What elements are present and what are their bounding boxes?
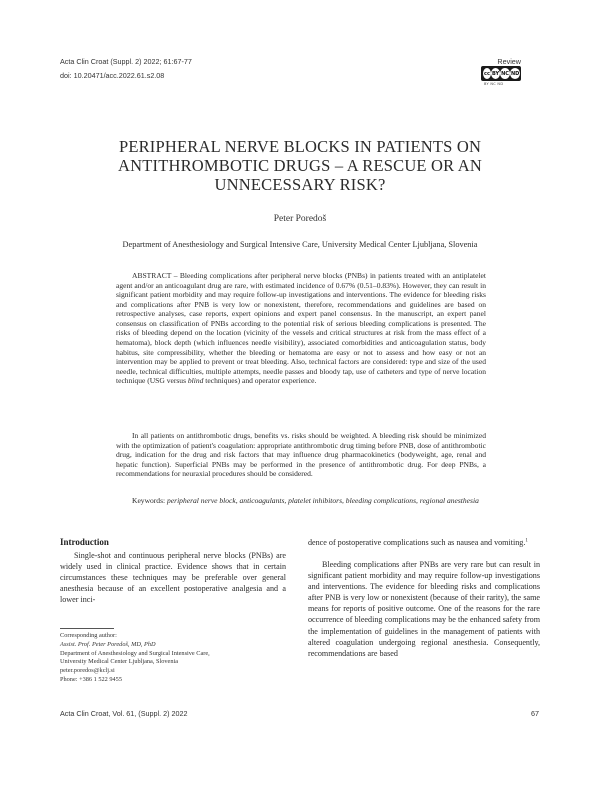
footnote-author: Assist. Prof. Peter Poredoš, MD, PhD xyxy=(60,640,156,648)
footnote-institution: University Medical Center Ljubljana, Slovenia xyxy=(60,658,179,666)
keywords-list: peripheral nerve block, anticoagulants, platelet inhibitors, bleeding complications, regional anesthesia xyxy=(167,496,479,505)
reference-link[interactable]: 1 xyxy=(525,538,528,544)
title-line: ANTITHROMBOTIC DRUGS – A RESCUE OR AN xyxy=(117,156,483,175)
author-name: Peter Poredoš xyxy=(273,214,327,224)
cc-license-badge[interactable] xyxy=(481,66,521,81)
corresponding-author-footnote xyxy=(60,632,286,685)
nd-icon: ND xyxy=(510,68,520,79)
footnote-divider xyxy=(60,628,114,629)
cc-icon: cc xyxy=(483,68,491,79)
keywords-label: Keywords: xyxy=(132,496,166,505)
nc-icon: NC xyxy=(500,68,510,79)
section-heading-introduction: Introduction xyxy=(60,537,109,547)
cc-license-caption: BY NC ND xyxy=(484,82,504,86)
footnote-label: Corresponding author: xyxy=(60,632,117,639)
right-column-paragraph-2: Bleeding complications after PNBs are very rare but can result in significant patient morbidity and may require follow-up investigations and interventions. The evidence for bleeding risks and complications after PNB is very low or nonexistent (because of their rarity), the same means for reports of positive outcome. One of the reasons for the rare occurrence of bleeding complications may be the enhanced safety from the implementation of guidelines in the management of patients with altered coagulation undergoing regional anesthesia. Consequently, recommendations are based xyxy=(308,560,540,658)
by-icon: BY xyxy=(491,68,500,79)
journal-citation: Acta Clin Croat (Suppl. 2) 2022; 61:67-77 xyxy=(60,57,192,66)
article-title xyxy=(95,137,505,194)
right-column-paragraph-1: dence of postoperative complications such as nausea and vomiting.$^1$ xyxy=(308,538,528,547)
footer-citation: Acta Clin Croat, Vol. 61, (Suppl. 2) 2022 xyxy=(60,709,188,718)
footnote-email[interactable]: peter.poredos@kclj.si xyxy=(60,667,115,675)
keywords xyxy=(116,496,486,506)
title-line: PERIPHERAL NERVE BLOCKS IN PATIENTS ON xyxy=(118,137,482,156)
footnote-dept: Department of Anesthesiology and Surgical Intensive Care, xyxy=(60,649,210,657)
intro-paragraph: Single-shot and continuous peripheral nerve blocks (PNBs) are widely used in clinical practice. Evidence shows that in certain circumstances these techniques may be preferable over general anesthesia because of an excellent postoperative analgesia and a lower inci- xyxy=(60,551,286,605)
article-type-label: Review xyxy=(497,57,521,66)
title-line: UNNECESSARY RISK? xyxy=(214,175,386,194)
abstract-paragraph-1: ABSTRACT – Bleeding complications after peripheral nerve blocks (PNBs) in patients treated with an antiplatelet agent and/or an anticoagulant drug are rare, with estimated incidence of 0.67% (0.51–0.83%). However, they can result in significant patient morbidity and may require follow-up investigations and interventions. The evidence for bleeding risks and complications after PNB is very low or nonexistent, therefore, recommendations and guidelines are based on retrospective analyses, case reports, expert opinions and expert panel consensus. In the manuscript, an expert panel consensus on classification of PNBs according to the potential risk of serious bleeding complications is presented. The risks of bleeding depend on the location (vicinity of the vessels and critical structures at risk from the mass effect of a hematoma), block depth (which influences needle visibility), associated comorbidities and anticoagulation status, body habitus, site compressibility, whether the bleeding or hematoma are easy or not to assess and how easy or not an intervention may be applied to prevent or treat bleeding. Also, technical factors are considered: type and size of the used needle, technical difficulties, multiple attempts, needle passes and bloody tap, use of catheters and type of nerve location technique (USG versus blind techniques) and operator experience. xyxy=(116,271,486,386)
footnote-phone: Phone: +386 1 522 9455 xyxy=(60,675,122,683)
page-number: 67 xyxy=(531,709,539,718)
doi-link[interactable]: doi: 10.20471/acc.2022.61.s2.08 xyxy=(60,71,165,80)
author-affiliation: Department of Anesthesiology and Surgical Intensive Care, University Medical Center Ljubljana, Slovenia xyxy=(122,240,478,249)
abstract-paragraph-2: In all patients on antithrombotic drugs, benefits vs. risks should be weighted. A bleeding risk should be minimized with the optimization of patient's coagulation: appropriate antithrombotic drug timing before PNB, dose of antithrombotic drug, indication for the drug and risk factors that may influence drug pharmacokinetics (bodyweight, age, renal and hepatic function). Superficial PNBs may be performed in the presence of antithrombotic drug. For deep PNBs, a recommendations for neuraxial procedures should be considered. xyxy=(116,431,486,479)
